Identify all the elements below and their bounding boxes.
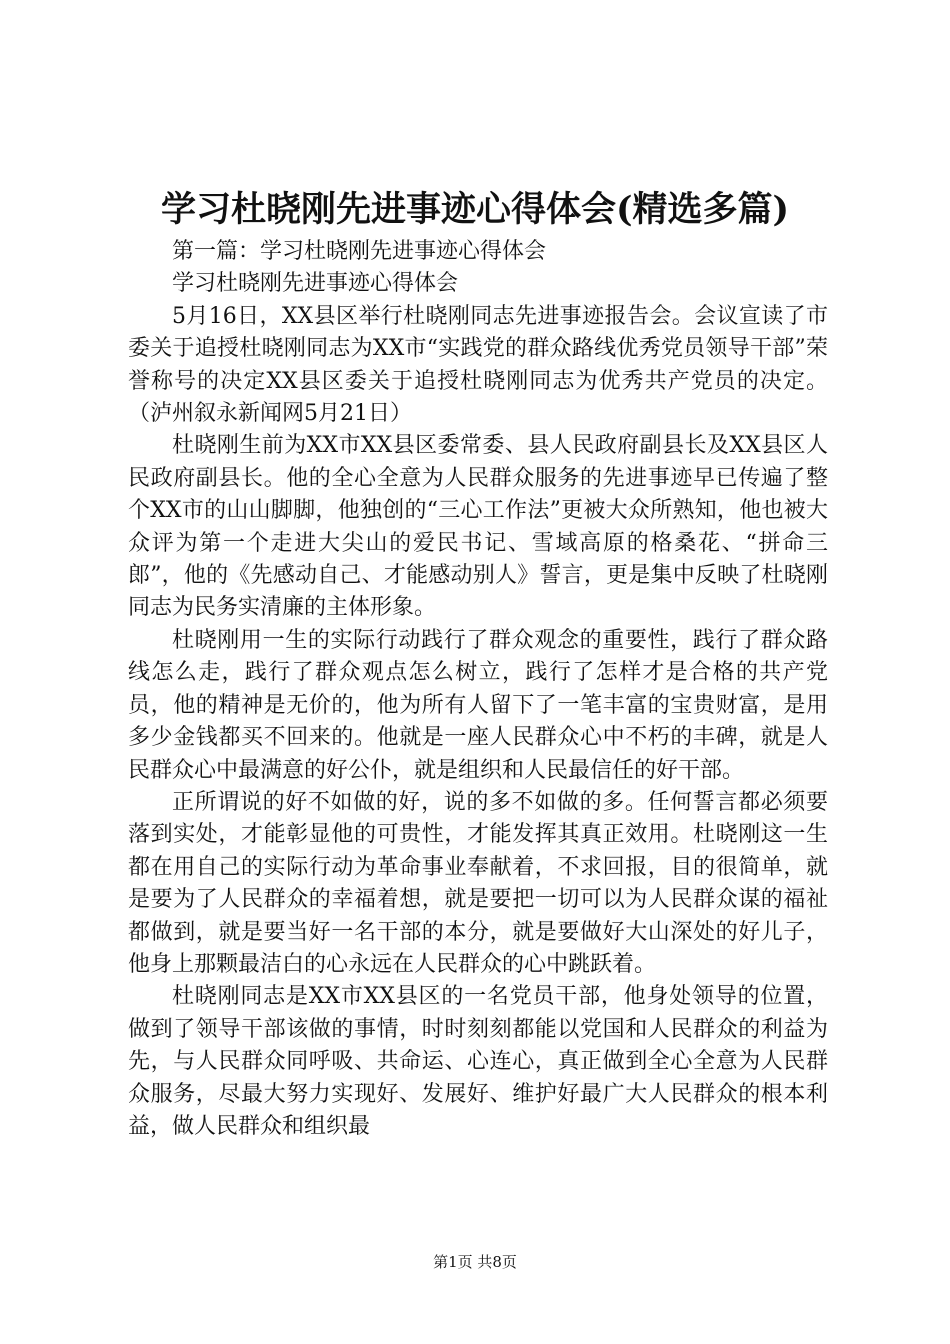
sub-heading: 学习杜晓刚先进事迹心得体会 [172,271,459,297]
body-paragraph-4: 正所谓说的好不如做的好，说的多不如做的多。任何誓言都必须要落到实处，才能彰显他的可贵性，才能发挥其真正效用。杜晓刚这一生都在用自己的实际行动为革命事业奉献着，不求回报，目的很简单，就是要为了人民群众的幸福着想，就是要把一切可以为人民群众谋的福祉都做到，就是要当好一名干部的本分，就是要做好大山深处的好儿子，他身上那颗最洁白的心永远在人民群众的心中跳跃着。 [128,789,828,977]
body-paragraph-5: 杜晓刚同志是XX市XX县区的一名党员干部，他身处领导的位置，做到了领导干部该做的事情，时时刻刻都能以党国和人民群众的利益为先，与人民群众同呼吸、共命运、心连心，真正做到全心全意为人民群众服务，尽最大努力实现好、发展好、维护好最广大人民群众的根本利益，做人民群众和组织最 [128,984,828,1139]
body-paragraph-1: 5月16日，XX县区举行杜晓刚同志先进事迹报告会。会议宣读了市委关于追授杜晓刚同志为XX市“实践党的群众路线优秀党员领导干部”荣誉称号的决定XX县区委关于追授杜晓刚同志为优秀共产党员的决定。（泸州叙永新闻网5月21日） [128,303,828,427]
body-paragraph-2: 杜晓刚生前为XX市XX县区委常委、县人民政府副县长及XX县区人民政府副县长。他的全心全意为人民群众服务的先进事迹早已传遍了整个XX市的山山脚脚，他独创的“三心工作法”更被大众所熟知，他也被大众评为第一个走进大尖山的爱民书记、雪域高原的格桑花、“拼命三郎”，他的《先感动自己、才能感动别人》誓言，更是集中反映了杜晓刚同志为民务实清廉的主体形象。 [128,433,828,621]
section-heading: 第一篇：学习杜晓刚先进事迹心得体会 [172,239,547,264]
document-title: 学习杜晓刚先进事迹心得体会(精选多篇) [160,189,790,230]
document-body [128,236,828,1143]
body-paragraph-3: 杜晓刚用一生的实际行动践行了群众观念的重要性，践行了群众路线怎么走，践行了群众观点怎么树立，践行了怎样才是合格的共产党员，他的精神是无价的，他为所有人留下了一笔丰富的宝贵财富，是用多少金钱都买不回来的。他就是一座人民群众心中不朽的丰碑，就是人民群众心中最满意的好公仆，就是组织和人民最信任的好干部。 [128,627,828,783]
page-number-footer: 第1页 共8页 [433,1253,517,1271]
